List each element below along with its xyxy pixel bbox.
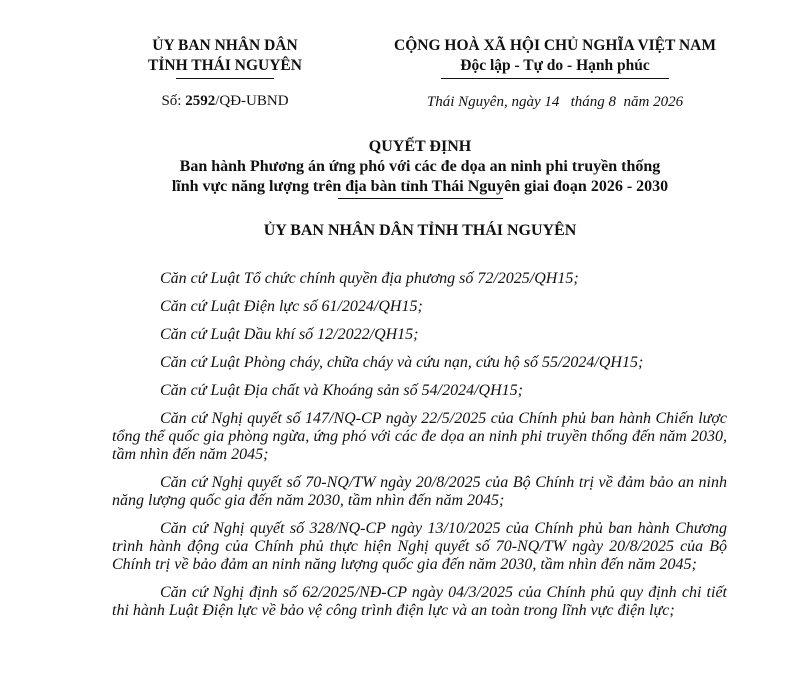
decision-title: [70, 137, 770, 199]
decision-subtitle-line-2: lĩnh vực năng lượng trên địa bàn tỉnh Thái Nguyên giai đoạn 2026 - 2030: [171, 178, 669, 195]
title-underline: [338, 198, 503, 199]
decision-subtitle-line-1: Ban hành Phương án ứng phó với các đe dọa an ninh phi truyền thống: [179, 158, 661, 175]
agency-line-2: TỈNH THÁI NGUYÊN: [148, 57, 302, 74]
document-number: [120, 93, 330, 110]
legal-basis-item: Căn cứ Nghị quyết số 328/NQ-CP ngày 13/10/2025 của Chính phủ ban hành Chương trình hành động của Chính phủ thực hiện Nghị quyết số 70-NQ/TW ngày 20/8/2025 của Bộ Chính trị về bảo đảm an ninh năng lượng quốc gia đến năm 2030, tầm nhìn đến năm 2045;: [112, 520, 727, 573]
motto-underline: [441, 78, 669, 79]
date-line: [360, 94, 750, 111]
agency-underline: [176, 78, 274, 79]
legal-basis-item: Căn cứ Luật Địa chất và Khoáng sản số 54/2024/QH15;: [160, 382, 523, 399]
legal-basis-item: Căn cứ Luật Phòng cháy, chữa cháy và cứu nạn, cứu hộ số 55/2024/QH15;: [160, 354, 644, 371]
issuing-authority: ỦY BAN NHÂN DÂN TỈNH THÁI NGUYÊN: [263, 222, 577, 239]
legal-basis-item: Căn cứ Luật Dầu khí số 12/2022/QH15;: [160, 326, 419, 343]
decision-heading: QUYẾT ĐỊNH: [368, 138, 472, 155]
date-month: tháng 8: [570, 94, 617, 110]
national-motto: [360, 36, 750, 79]
legal-bases: [112, 270, 727, 630]
doc-number-suffix: /QĐ-UBND: [215, 93, 289, 109]
issuing-agency: [120, 36, 330, 79]
legal-basis-item: Căn cứ Nghị quyết số 70-NQ/TW ngày 20/8/2025 của Bộ Chính trị về đảm bảo an ninh năng lượng quốc gia đến năm 2030, tầm nhìn đến năm 2045;: [112, 474, 727, 509]
doc-number-value: 2592: [185, 93, 216, 109]
legal-basis-item: Căn cứ Nghị định số 62/2025/NĐ-CP ngày 04/3/2025 của Chính phủ quy định chi tiết thi hành Luật Điện lực về bảo vệ công trình điện lực và an toàn trong lĩnh vực điện lực;: [112, 584, 727, 619]
legal-basis-item: Căn cứ Luật Điện lực số 61/2024/QH15;: [160, 298, 423, 315]
doc-number-prefix: Số:: [161, 93, 186, 109]
date-place-day: Thái Nguyên, ngày 14: [426, 94, 560, 110]
nation-line-2: Độc lập - Tự do - Hạnh phúc: [460, 57, 650, 74]
date-year: năm 2026: [623, 94, 684, 110]
agency-line-1: ỦY BAN NHÂN DÂN: [152, 37, 298, 54]
legal-basis-item: Căn cứ Luật Tổ chức chính quyền địa phương số 72/2025/QH15;: [160, 270, 579, 287]
nation-line-1: CỘNG HOÀ XÃ HỘI CHỦ NGHĨA VIỆT NAM: [394, 37, 716, 54]
legal-basis-item: Căn cứ Nghị quyết số 147/NQ-CP ngày 22/5/2025 của Chính phủ ban hành Chiến lược tổng thể quốc gia phòng ngừa, ứng phó với các đe dọa an ninh phi truyền thống đến năm 2030, tầm nhìn đến năm 2045;: [112, 410, 727, 463]
